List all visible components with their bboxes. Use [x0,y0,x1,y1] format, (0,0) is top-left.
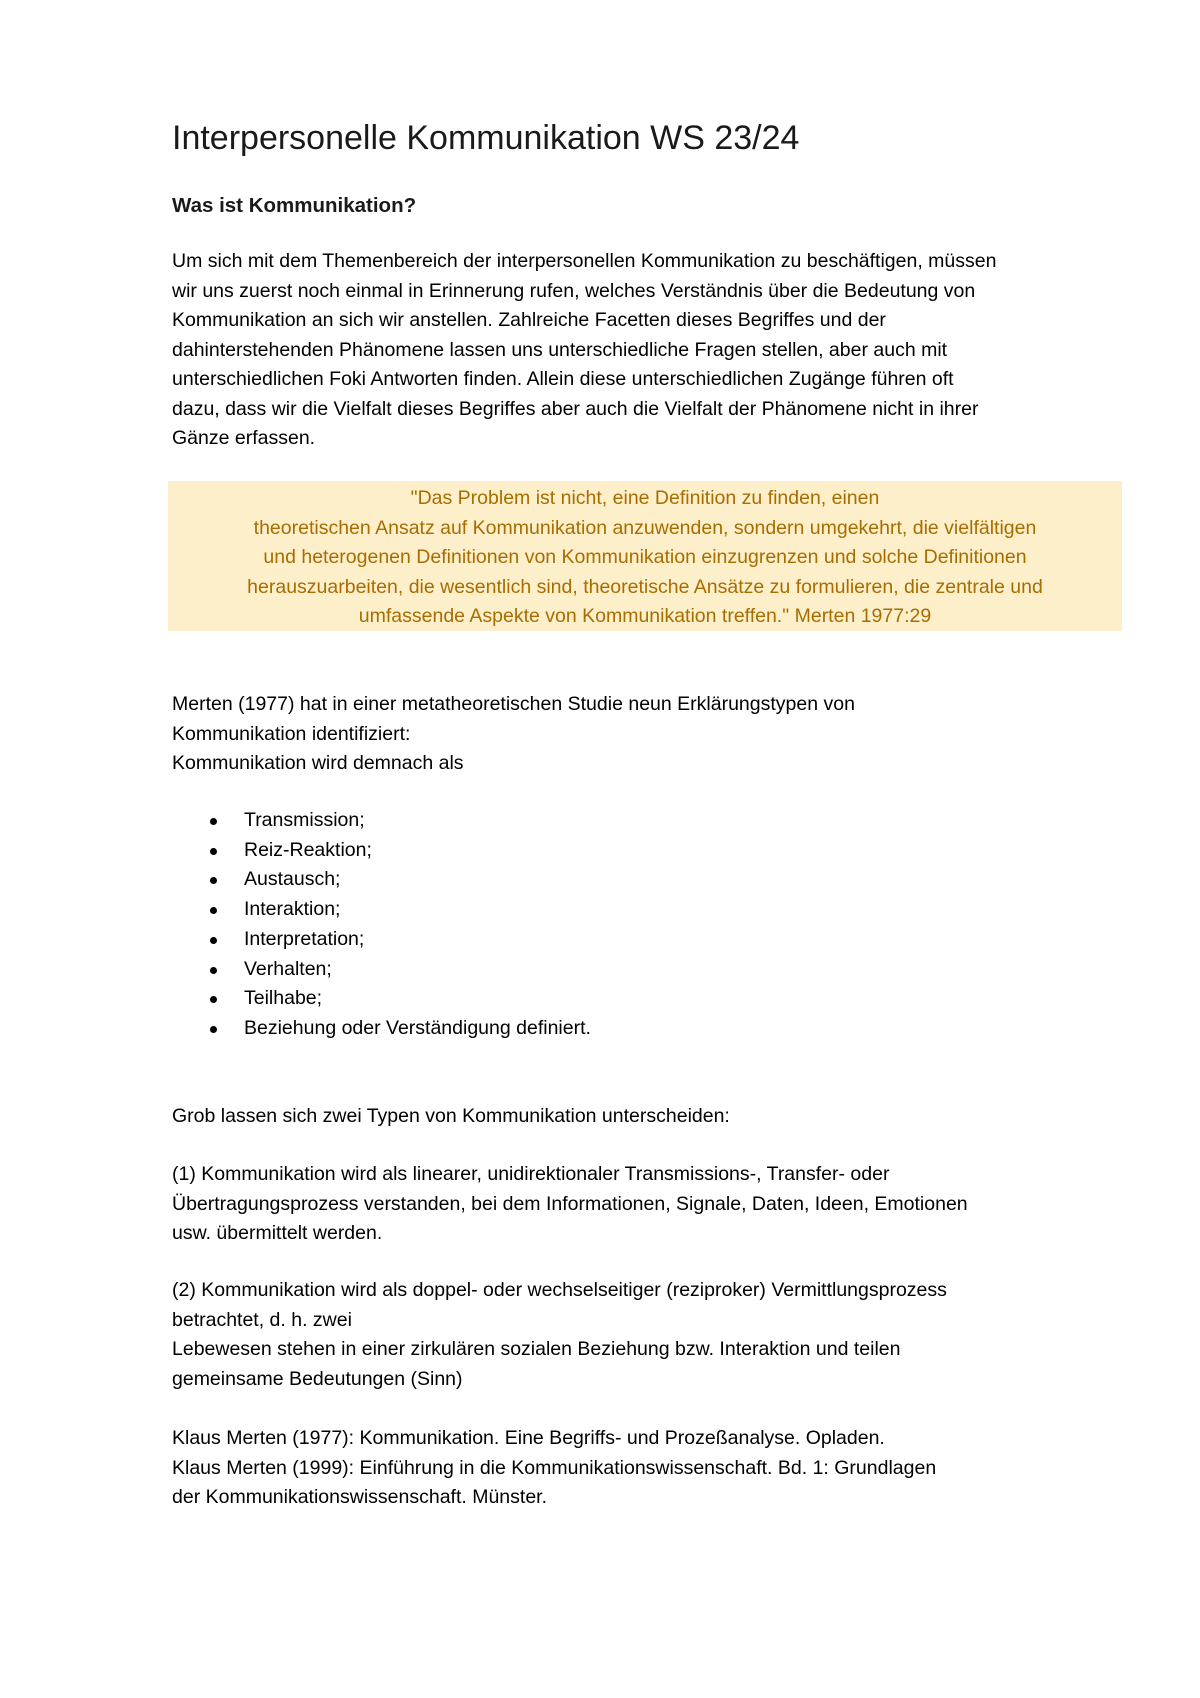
list-item-label: Interaktion; [244,898,341,921]
intro-line: wir uns zuerst noch einmal in Erinnerung rufen, welches Verständnis über die Bedeutung von [172,279,976,302]
list-item-label: Teilhabe; [244,987,323,1010]
list-item [172,955,591,985]
bullet-icon [210,907,217,914]
list-item [172,1014,591,1044]
quote-line: "Das Problem ist nicht, eine Definition zu finden, einen [410,487,880,509]
list-item-label: Austausch; [244,868,341,891]
intro-line: Kommunikation an sich wir anstellen. Zahlreiche Facetten dieses Begriffes und der [172,309,886,331]
types-intro-paragraph [172,1102,730,1132]
type-two-paragraph [172,1276,947,1394]
list-item-label: Beziehung oder Verständigung definiert. [244,1016,591,1039]
intro-paragraph [172,247,996,454]
explanation-types-list [172,806,591,1044]
merten-line: Kommunikation wird demnach als [172,752,464,774]
intro-line: Gänze erfassen. [172,427,316,449]
merten-paragraph [172,690,855,779]
list-item-label: Reiz-Reaktion; [244,838,372,861]
bullet-icon [210,967,217,974]
references [172,1424,936,1513]
type-two-line: betrachtet, d. h. zwei [172,1308,352,1331]
quote-line: theoretischen Ansatz auf Kommunikation anzuwenden, sondern umgekehrt, die vielfältigen [253,516,1037,539]
bullet-icon [210,996,217,1003]
merten-line: Merten (1977) hat in einer metatheoretischen Studie neun Erklärungstypen von [172,693,855,715]
list-item [172,865,591,895]
section-heading: Was ist Kommunikation? [172,194,417,217]
bullet-icon [210,877,217,884]
quote-line: und heterogenen Definitionen von Kommunikation einzugrenzen und solche Definitionen [263,546,1027,568]
document-title: Interpersonelle Kommunikation WS 23/24 [172,119,800,157]
quote-line: herauszuarbeiten, die wesentlich sind, theoretische Ansätze zu formulieren, die zentrale und [247,575,1043,598]
types-intro-line: Grob lassen sich zwei Typen von Kommunikation unterscheiden: [172,1105,730,1127]
intro-line: unterschiedlichen Foki Antworten finden. Allein diese unterschiedlichen Zugänge führen oft [172,368,954,390]
type-one-line: Übertragungsprozess verstanden, bei dem Informationen, Signale, Daten, Ideen, Emotionen [172,1192,968,1215]
reference-line: Klaus Merten (1999): Einführung in die Kommunikationswissenschaft. Bd. 1: Grundlagen [172,1456,937,1479]
type-two-line: (2) Kommunikation wird als doppel- oder wechselseitiger (reziproker) Vermittlungsprozess [172,1279,947,1301]
type-two-line: Lebewesen stehen in einer zirkulären sozialen Beziehung bzw. Interaktion und teilen [172,1338,901,1360]
bullet-icon [210,818,217,825]
reference-line: Klaus Merten (1977): Kommunikation. Eine Begriffs- und Prozeßanalyse. Opladen. [172,1427,885,1449]
type-two-line: gemeinsame Bedeutungen (Sinn) [172,1367,463,1390]
intro-line: dazu, dass wir die Vielfalt dieses Begriffes aber auch die Vielfalt der Phänomene nicht in ihrer [172,397,979,420]
list-item [172,806,591,836]
list-item [172,925,591,955]
bullet-icon [210,848,217,855]
quote-text [168,484,1122,632]
quote-line: umfassende Aspekte von Kommunikation treffen." Merten 1977:29 [358,605,932,627]
type-one-line: usw. übermittelt werden. [172,1222,383,1244]
intro-line: Um sich mit dem Themenbereich der interpersonellen Kommunikation zu beschäftigen, müssen [172,250,997,272]
quote-box [168,481,1122,631]
list-item [172,984,591,1014]
reference-line: der Kommunikationswissenschaft. Münster. [172,1486,547,1508]
bullet-icon [210,937,217,944]
type-one-paragraph [172,1160,968,1249]
intro-line: dahinterstehenden Phänomene lassen uns unterschiedliche Fragen stellen, aber auch mit [172,338,948,361]
list-item-label: Interpretation; [244,927,365,950]
list-item [172,895,591,925]
bullet-icon [210,1026,217,1033]
list-item [172,836,591,866]
merten-line: Kommunikation identifiziert: [172,722,411,745]
type-one-line: (1) Kommunikation wird als linearer, unidirektionaler Transmissions-, Transfer- oder [172,1163,890,1185]
list-item-label: Transmission; [244,809,365,831]
list-item-label: Verhalten; [244,957,332,980]
